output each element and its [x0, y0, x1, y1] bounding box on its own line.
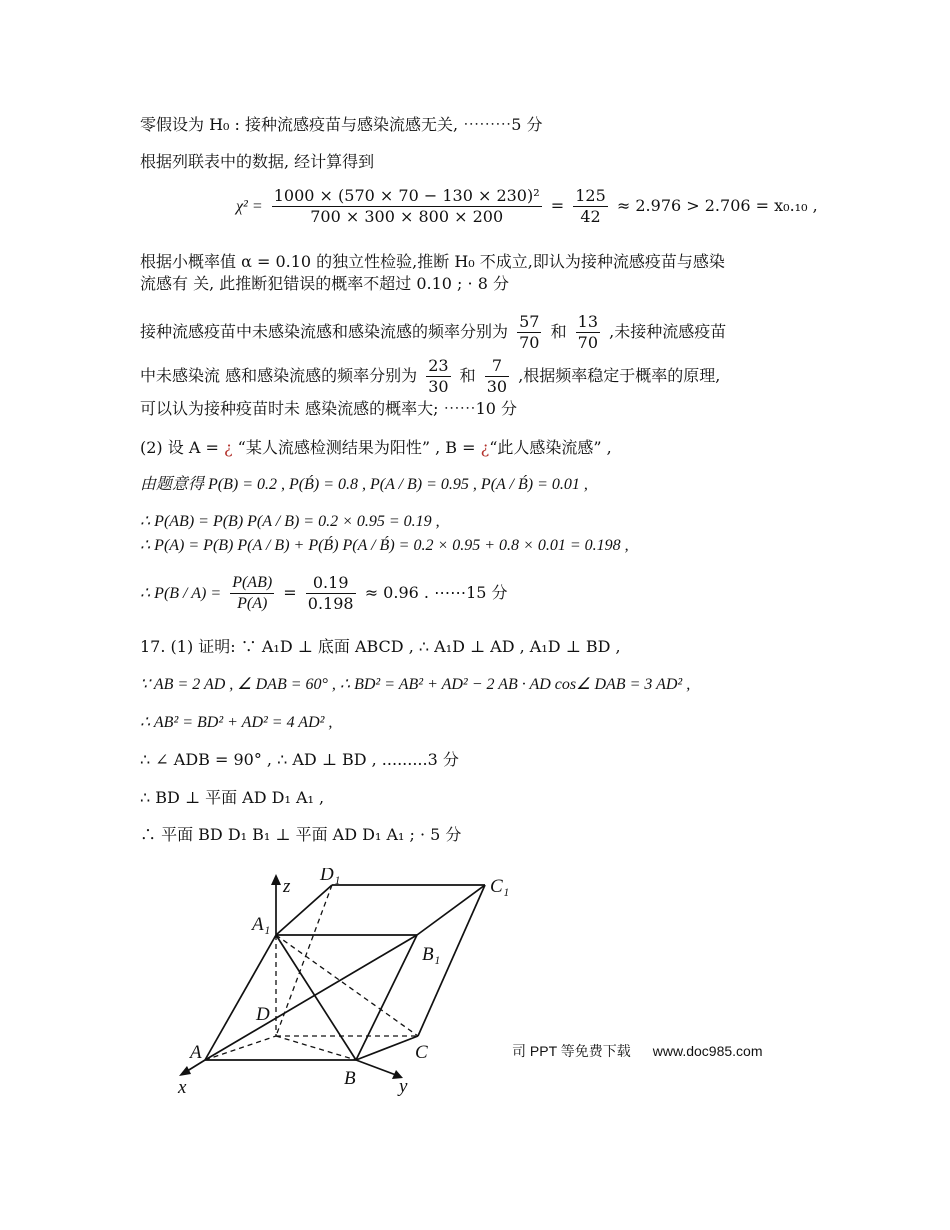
- vaccinated-frequency-text: 接种流感疫苗中未感染流感和感染流感的频率分别为: [140, 322, 509, 341]
- event-definition-line: [140, 437, 612, 459]
- glyph-error-2: ¿: [480, 438, 490, 457]
- label-z-axis: z: [283, 876, 291, 897]
- fraction-denominator: P(A): [237, 595, 268, 612]
- glyph-error-1: ¿: [223, 438, 233, 457]
- chi-square-symbol: χ² =: [236, 198, 263, 215]
- watermark-left-text: 司 PPT 等免费下载: [512, 1043, 631, 1059]
- given-probabilities-line: 由题意得 P(B) = 0.2 , P(B́) = 0.8 , P(A / B) = 0.95 , P(A / B́) = 0.01 ,: [140, 476, 588, 493]
- fraction-denominator: 0.198: [307, 594, 354, 613]
- edge-d-b-dashed: [276, 1036, 356, 1060]
- independence-test-line-1: 根据小概率值 α = 0.10 的独立性检验,推断 H₀ 不成立,即认为接种流感疫苗与感染: [140, 252, 725, 271]
- label-c: C: [415, 1042, 428, 1063]
- unvaccinated-text: ,未接种流感疫苗: [609, 322, 727, 341]
- plane-perpendicular-conclusion: ∴ 平面 BD D₁ B₁ ⊥ 平面 AD D₁ A₁ ; · 5 分: [140, 825, 462, 844]
- label-a: A: [190, 1042, 202, 1063]
- event-a-text: (2) 设 A =: [140, 438, 224, 457]
- perpendicular-plane-line: ∴ BD ⊥ 平面 AD D₁ A₁ ,: [140, 788, 325, 807]
- pythagoras-line: ∴ AB² = BD² + AD² = 4 AD² ,: [140, 714, 333, 731]
- label-y-axis: y: [399, 1076, 408, 1097]
- right-angle-line: ∴ ∠ ADB = 90° , ∴ AD ⊥ BD , .........3 分: [140, 750, 459, 769]
- fraction-numerator: 0.19: [306, 573, 356, 594]
- reduced-numerator: 125: [575, 186, 606, 205]
- label-b1: B₁: [422, 944, 441, 965]
- and-word: 和: [550, 322, 567, 341]
- bayes-left: ∴ P(B / A) =: [140, 585, 222, 602]
- chi-square-reduced-fraction: [573, 186, 608, 227]
- fraction-numerator: 7: [485, 356, 509, 377]
- proof-start-line: 17. (1) 证明: ∵ A₁D ⊥ 底面 ABCD , ∴ A₁D ⊥ AD , A₁D ⊥ BD ,: [140, 637, 621, 656]
- label-x-axis: x: [178, 1077, 187, 1098]
- label-a1: A₁: [252, 914, 271, 935]
- x-arrow-icon: [179, 1066, 191, 1076]
- bayes-fraction: [230, 573, 274, 614]
- fraction-denominator: 70: [577, 333, 599, 352]
- event-b-description: “此人感染流感” ,: [489, 438, 612, 457]
- bayes-line: [140, 573, 508, 614]
- fraction-13-70: [576, 312, 600, 353]
- chi-square-numerator: 1000 × (570 × 70 − 130 × 230)²: [273, 186, 540, 205]
- fraction-57-70: [517, 312, 541, 353]
- chi-square-equals: =: [550, 196, 565, 215]
- chi-square-formula: [236, 186, 818, 227]
- fraction-denominator: 30: [486, 377, 508, 396]
- label-c1: C₁: [490, 876, 510, 897]
- edge-d1-d-dashed: [276, 885, 332, 1036]
- bayes-result: ≈ 0.96 . ⋯⋯15 分: [364, 583, 508, 602]
- independence-test-line-2: 流感有 关, 此推断犯错误的概率不超过 0.10 ; · 8 分: [140, 274, 509, 293]
- label-d: D: [256, 1004, 270, 1025]
- joint-probability-line: ∴ P(AB) = P(B) P(A / B) = 0.2 × 0.95 = 0.19 ,: [140, 513, 440, 530]
- segment-a1-c-dashed: [276, 935, 418, 1036]
- unvaccinated-frequency-text: 中未感染流 感和感染流感的频率分别为: [140, 366, 418, 385]
- fraction-numerator: P(AB): [230, 573, 274, 594]
- y-axis: [356, 1060, 396, 1075]
- fraction-numerator: 13: [577, 312, 599, 331]
- and-word: 和: [459, 366, 476, 385]
- parallelepiped-figure: [170, 868, 520, 1100]
- unvaccinated-frequency-line: [140, 356, 720, 397]
- fraction-23-30: [426, 356, 450, 397]
- fraction-numerator: 23: [428, 356, 449, 375]
- equals-sign: =: [283, 583, 297, 602]
- fraction-numerator: 57: [519, 312, 540, 331]
- segment-a1-b: [276, 935, 356, 1060]
- conclusion-line: 可以认为接种疫苗时未 感染流感的概率大; ⋯⋯10 分: [140, 399, 518, 418]
- segment-a-b1: [205, 935, 417, 1060]
- fraction-denominator: 70: [519, 333, 540, 352]
- fraction-denominator: 30: [428, 377, 449, 396]
- event-a-description: “某人流感检测结果为阳性” , B =: [232, 438, 481, 457]
- total-probability-line: ∴ P(A) = P(B) P(A / B) + P(B́) P(A / B́) = 0.2 × 0.95 + 0.8 × 0.01 = 0.198 ,: [140, 537, 629, 554]
- chi-square-fraction: [272, 186, 542, 227]
- fraction-7-30: [485, 356, 509, 397]
- z-arrow-icon: [271, 874, 281, 885]
- cosine-law-line: ∵ AB = 2 AD , ∠ DAB = 60° , ∴ BD² = AB² + AD² − 2 AB · AD cos∠ DAB = 3 AD² ,: [140, 676, 691, 693]
- bayes-value-fraction: [306, 573, 356, 614]
- chi-square-denominator: 700 × 300 × 800 × 200: [310, 207, 504, 226]
- watermark-url[interactable]: www.doc985.com: [652, 1043, 763, 1059]
- label-b: B: [344, 1068, 356, 1089]
- watermark-caption: [512, 1041, 762, 1061]
- reduced-denominator: 42: [580, 207, 601, 226]
- chi-square-result: ≈ 2.976 > 2.706 = x₀.₁₀ ,: [616, 196, 818, 215]
- null-hypothesis-line: 零假设为 H₀ : 接种流感疫苗与感染流感无关, ⋯⋯⋯5 分: [140, 115, 543, 134]
- frequency-principle-text: ,根据频率稳定于概率的原理,: [518, 366, 721, 385]
- label-d1: D₁: [320, 868, 341, 885]
- vaccinated-frequency-line: [140, 312, 726, 353]
- contingency-intro-line: 根据列联表中的数据, 经计算得到: [140, 152, 375, 171]
- edge-a-a1: [205, 935, 276, 1060]
